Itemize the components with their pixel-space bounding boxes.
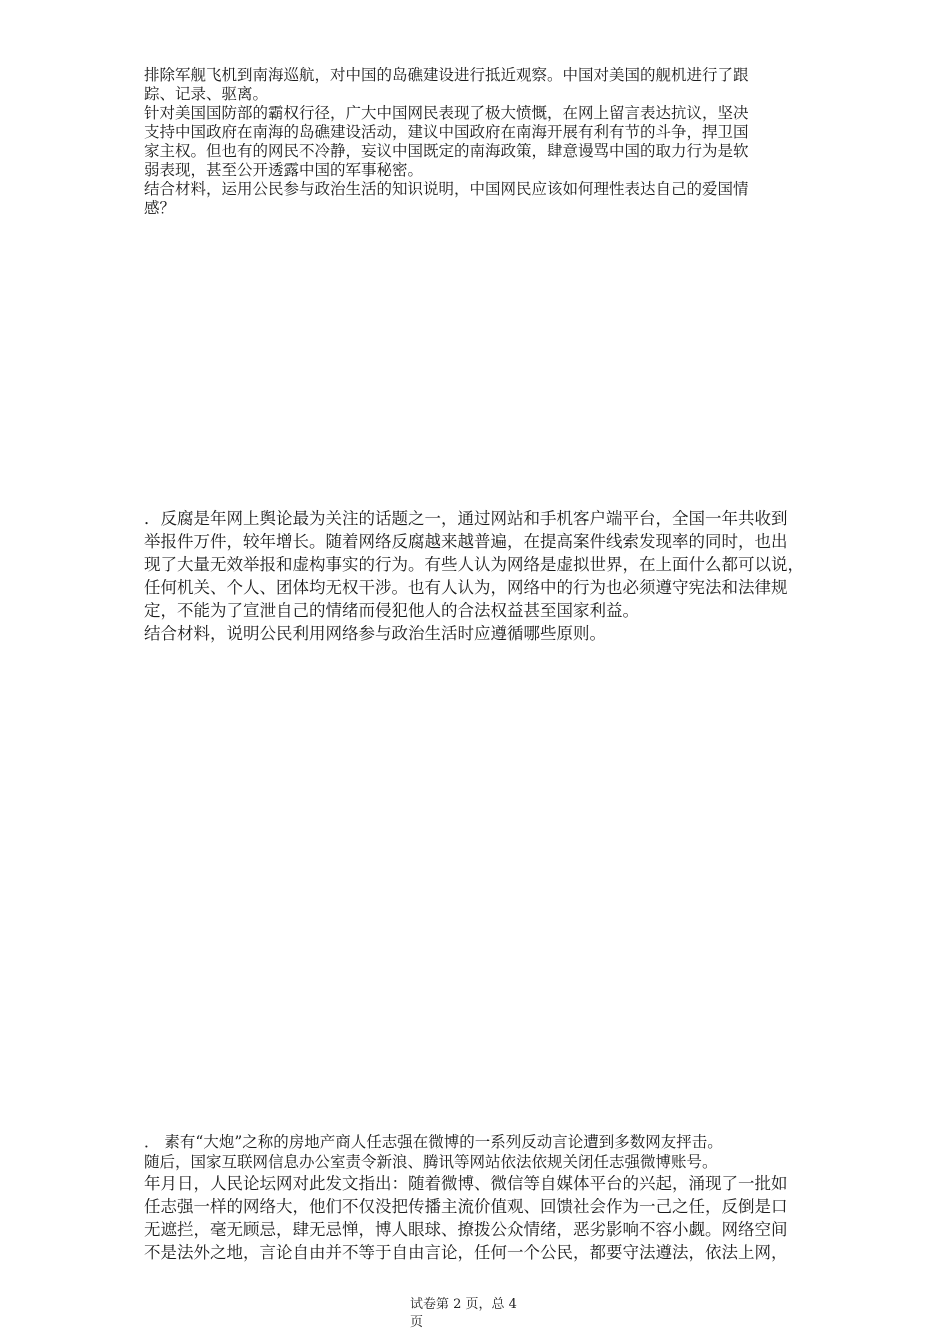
question-3-material: [144, 1132, 824, 1264]
text-line: 定，不能为了宣泄自己的情绪而侵犯他人的合法权益甚至国家利益。: [144, 601, 639, 620]
text-line: 排除军舰飞机到南海巡航，对中国的岛礁建设进行抵近观察。中国对美国的舰机进行了跟: [144, 66, 749, 84]
page-number-line: 试卷第 2 页，总 4: [410, 1297, 517, 1312]
text-line: 不是法外之地，言论自由并不等于自由言论，任何一个公民，都要守法遵法，依法上网，: [144, 1243, 788, 1262]
text-line: 支持中国政府在南海的岛礁建设活动，建议中国政府在南海开展有利有节的斗争，捍卫国: [144, 123, 749, 141]
question-3-body: [144, 1172, 824, 1264]
question-prompt-line: 结合材料，运用公民参与政治生活的知识说明，中国网民应该如何理性表达自己的爱国情: [144, 180, 749, 198]
text-line: 随后，国家互联网信息办公室责令新浪、腾讯等网站依法依规关闭任志强微博账号。: [144, 1153, 718, 1171]
question-prompt-line: 感？: [144, 199, 176, 217]
text-line: ．反腐是年网上舆论最为关注的话题之一，通过网站和手机客户端平台，全国一年共收到: [144, 509, 788, 528]
text-line: 现了大量无效举报和虚构事实的行为。有些人认为网络是虚拟世界，在上面什么都可以说，: [144, 555, 804, 574]
text-line: 针对美国国防部的霸权行径，广大中国网民表现了极大愤慨，在网上留言表达抗议，坚决: [144, 104, 749, 122]
text-line: 无遮拦，毫无顾忌，肆无忌惮，博人眼球、撩拨公众情绪，恶劣影响不容小觑。网络空间: [144, 1220, 788, 1239]
text-line: 家主权。但也有的网民不冷静，妄议中国既定的南海政策，肆意谩骂中国的取力行为是软: [144, 142, 749, 160]
text-line: 任何机关、个人、团体均无权干涉。也有人认为，网络中的行为也必须遵守宪法和法律规: [144, 578, 788, 597]
text-line: 踪、记录、驱离。: [144, 85, 269, 103]
text-line: 任志强一样的网络大，他们不仅没把传播主流价值观、回馈社会作为一己之任，反倒是口: [144, 1197, 788, 1216]
question-3-intro: [144, 1132, 824, 1172]
text-line: 举报件万件，较年增长。随着网络反腐越来越普遍，在提高案件线索发现率的同时，也出: [144, 532, 788, 551]
question-prompt-line: 结合材料，说明公民利用网络参与政治生活时应遵循哪些原则。: [144, 624, 606, 643]
question-1-material: [144, 66, 824, 218]
text-line: 弱表现，甚至公开透露中国的军事秘密。: [144, 161, 424, 179]
question-2-material: [144, 507, 824, 645]
text-line: ． 素有“大炮”之称的房地产商人任志强在微博的一系列反动言论遭到多数网友抨击。: [144, 1133, 723, 1151]
text-line: 年月日，人民论坛网对此发文指出：随着微博、微信等自媒体平台的兴起，涌现了一批如: [144, 1174, 788, 1193]
page-footer: [410, 1296, 550, 1332]
page-number-line: 页: [410, 1315, 424, 1330]
